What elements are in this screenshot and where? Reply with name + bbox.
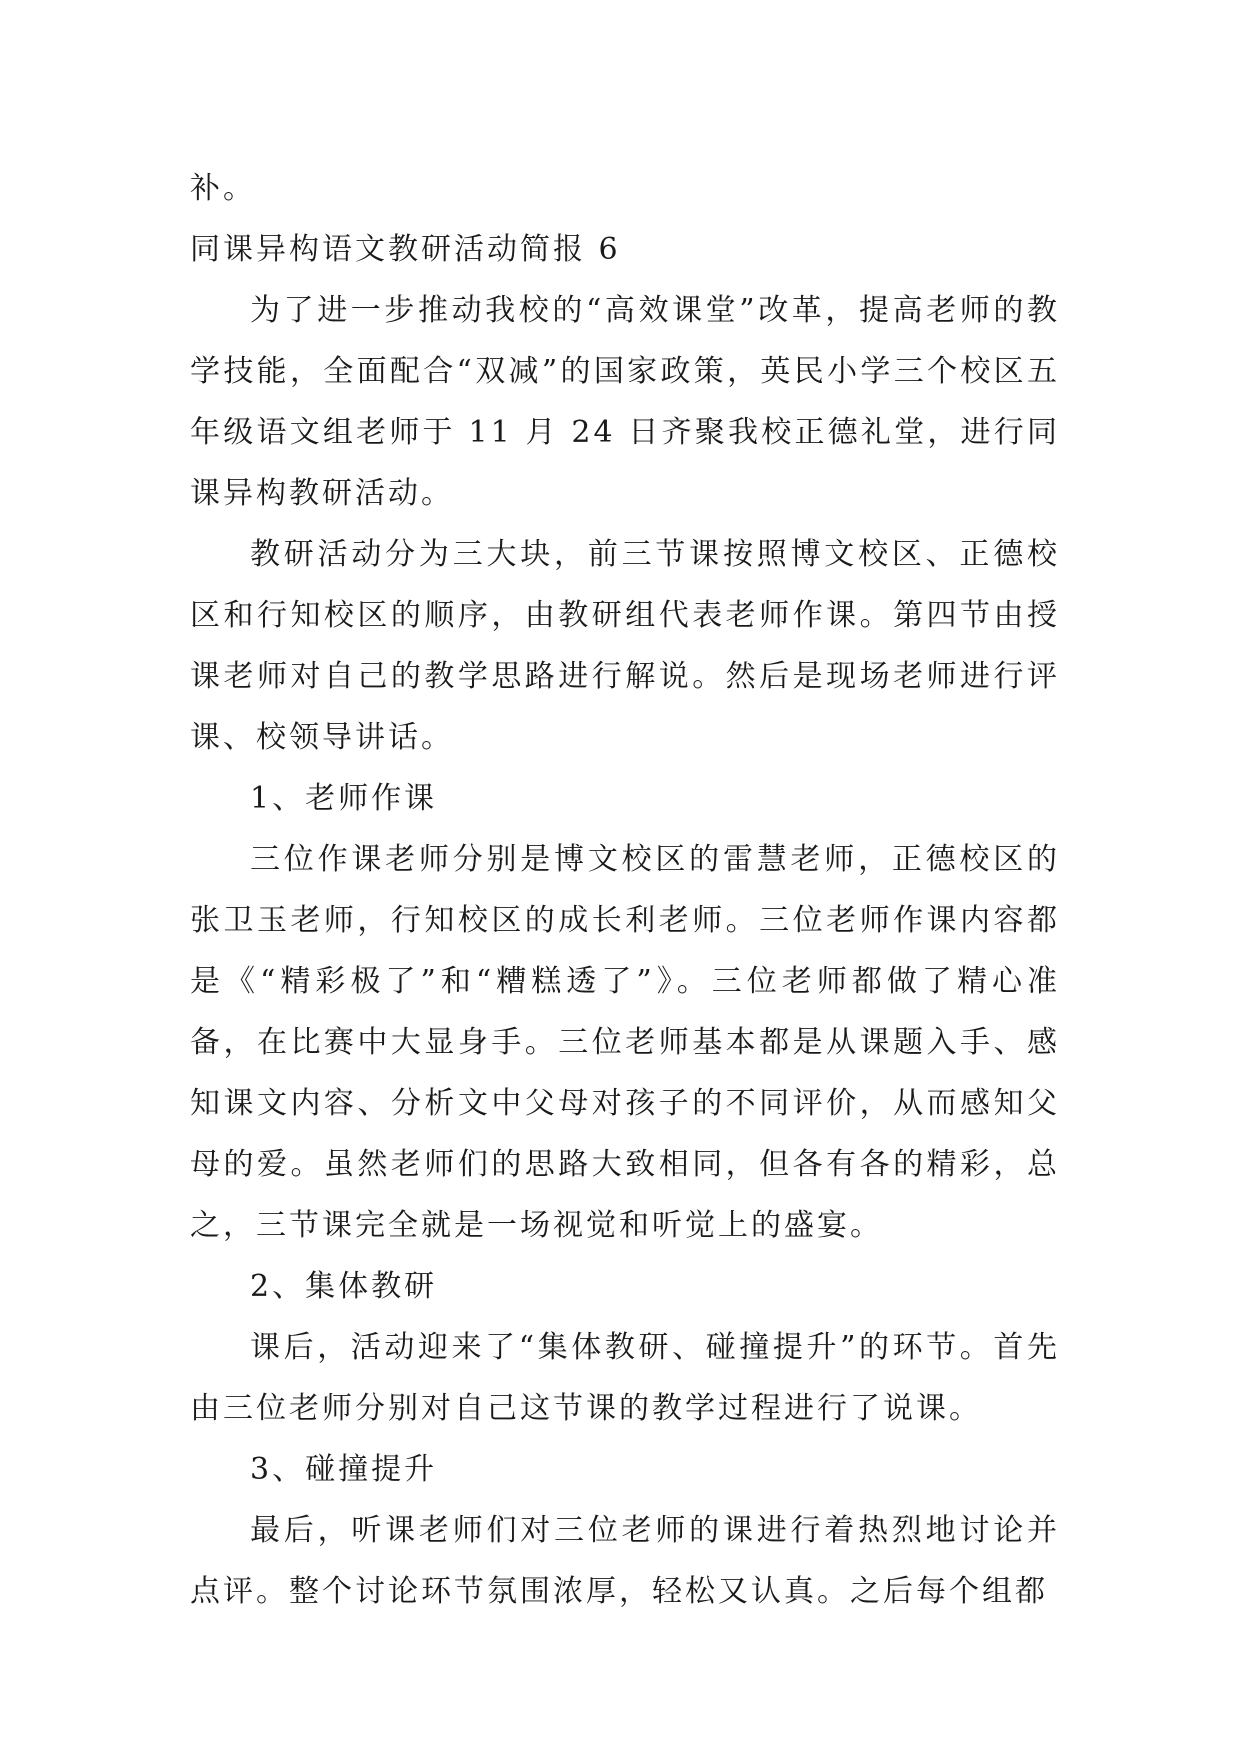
section-body-discussion: 最后，听课老师们对三位老师的课进行着热烈地讨论并点评。整个讨论环节氛围浓厚，轻松又认真。之后每个组都 xyxy=(190,1513,1060,1609)
section-heading-collective-research: 2、集体教研 xyxy=(250,1269,438,1304)
structure-paragraph: 教研活动分为三大块，前三节课按照博文校区、正德校区和行知校区的顺序，由教研组代表老师作课。第四节由授课老师对自己的教学思路进行解说。然后是现场老师进行评课、校领导讲话。 xyxy=(190,537,1060,755)
section-heading-teaching: 1、老师作课 xyxy=(250,781,438,816)
intro-paragraph: 为了进一步推动我校的“高效课堂”改革，提高老师的教学技能，全面配合“双减”的国家政策，英民小学三个校区五年级语文组老师于 11 月 24 日齐聚我校正德礼堂，进行同课异构教研活动。 xyxy=(190,293,1060,511)
section-body-teaching: 三位作课老师分别是博文校区的雷慧老师，正德校区的张卫玉老师，行知校区的成长利老师。三位老师作课内容都是《“精彩极了”和“糟糕透了”》。三位老师都做了精心准备，在比赛中大显身手。三位老师基本都是从课题入手、感知课文内容、分析文中父母对孩子的不同评价，从而感知父母的爱。虽然老师们的思路大致相同，但各有各的精彩，总之，三节课完全就是一场视觉和听觉上的盛宴。 xyxy=(190,842,1060,1243)
section-heading-discussion: 3、碰撞提升 xyxy=(250,1452,438,1487)
document-body xyxy=(190,158,1060,1622)
report-title: 同课异构语文教研活动简报 6 xyxy=(190,232,621,267)
lead-fragment: 补。 xyxy=(190,171,256,206)
section-body-collective-research: 课后，活动迎来了“集体教研、碰撞提升”的环节。首先由三位老师分别对自己这节课的教学过程进行了说课。 xyxy=(190,1330,1060,1426)
